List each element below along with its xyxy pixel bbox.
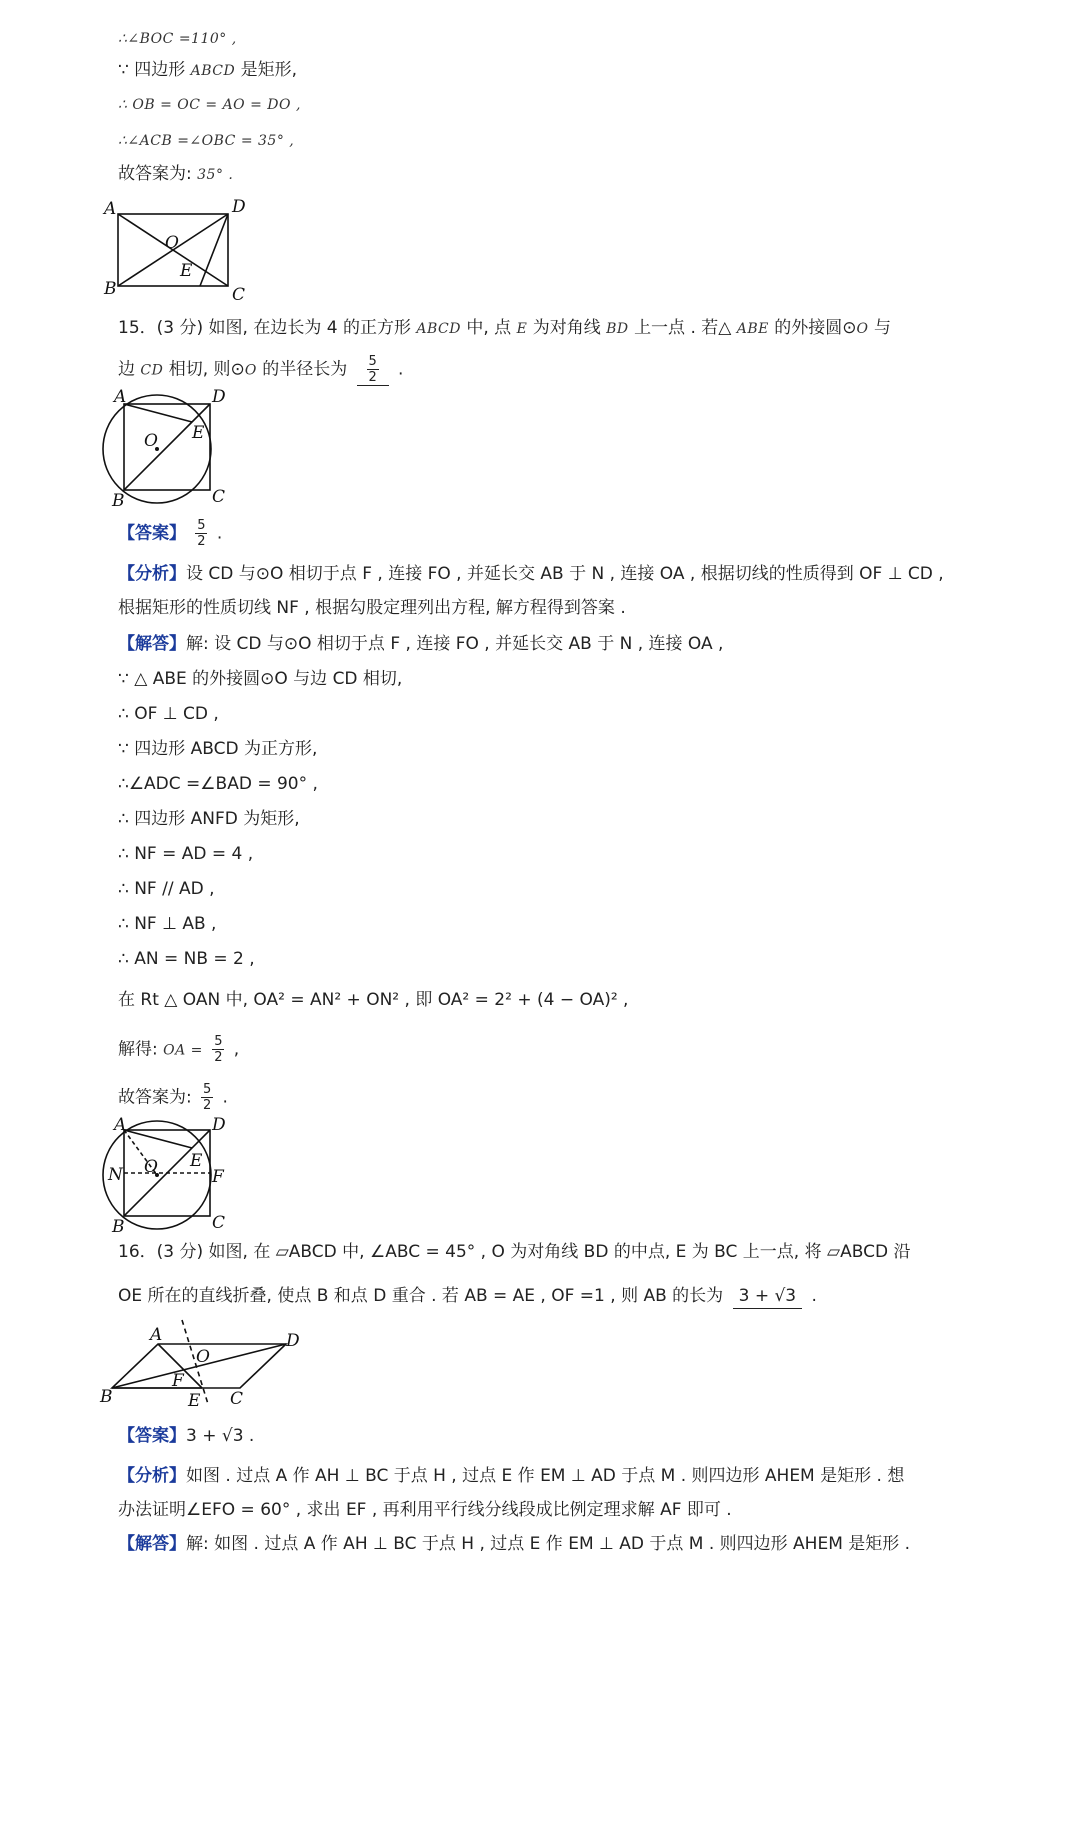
label-E: E: [188, 1391, 201, 1411]
label-A: A: [114, 1115, 127, 1135]
q15-line2: 边 CD 相切, 则⊙O 的半径长为 $\frac{5}{2}$ .: [118, 354, 404, 385]
label-O: O: [144, 1157, 158, 1177]
label-C: C: [212, 1213, 226, 1233]
label-B: B: [112, 1217, 125, 1237]
label-D: D: [212, 387, 226, 407]
p14-line3: ∴ OB = OC = AO = DO ,: [118, 97, 301, 113]
q15-solution-1: 【解答】解: 设 CD 与⊙O 相切于点 F , 连接 FO , 并延长交 AB 于 N , 连接 OA ,: [118, 634, 724, 654]
label-B: B: [112, 491, 125, 511]
label-F: F: [212, 1167, 224, 1187]
label-E: E: [180, 261, 193, 281]
label-E: E: [190, 1151, 203, 1171]
q15-solution-2: ∵ △ ABE 的外接圆⊙O 与边 CD 相切,: [118, 669, 403, 689]
label-C: C: [232, 285, 246, 305]
label-O: O: [165, 233, 179, 253]
q15-analysis-1: 【分析】设 CD 与⊙O 相切于点 F , 连接 FO , 并延长交 AB 于 N , 连接 OA , 根据切线的性质得到 OF ⊥ CD ,: [118, 564, 944, 584]
q15-solution-7: ∴ NF = AD = 4 ,: [118, 844, 254, 864]
q15-line1: 15．(3 分) 如图, 在边长为 4 的正方形 ABCD 中, 点 E 为对角线 BD 上一点 . 若△ ABE 的外接圆⊙O 与: [118, 318, 891, 338]
q15-solution-3: ∴ OF ⊥ CD ,: [118, 704, 219, 724]
q15-solution-10: ∴ AN = NB = 2 ,: [118, 949, 255, 969]
q16-solution-1: 【解答】解: 如图 . 过点 A 作 AH ⊥ BC 于点 H , 过点 E 作 EM ⊥ AD 于点 M . 则四边形 AHEM 是矩形 .: [118, 1534, 911, 1554]
q16-line1: 16．(3 分) 如图, 在 ▱ABCD 中, ∠ABC = 45° , O 为对角线 BD 的中点, E 为 BC 上一点, 将 ▱ABCD 沿: [118, 1242, 911, 1262]
label-A: A: [114, 387, 127, 407]
q15-solution-5: ∴∠ADC =∠BAD = 90° ,: [118, 774, 318, 794]
q16-analysis-2: 办法证明∠EFO = 60° , 求出 EF , 再利用平行线分线段成比例定理求解 AF 即可 .: [118, 1500, 732, 1520]
q16-answer: 【答案】3 + √3 .: [118, 1426, 255, 1446]
q15-solution-4: ∵ 四边形 ABCD 为正方形,: [118, 739, 318, 759]
q15-solution-11: 在 Rt △ OAN 中, OA² = AN² + ON² , 即 OA² = 2² + (4 − OA)² ,: [118, 990, 629, 1010]
q16-line2: OE 所在的直线折叠, 使点 B 和点 D 重合 . 若 AB = AE , OF =1 , 则 AB 的长为 3 + √3 .: [118, 1284, 817, 1309]
label-C: C: [212, 487, 226, 507]
label-E: E: [192, 423, 205, 443]
q15-solution-6: ∴ 四边形 ANFD 为矩形,: [118, 809, 300, 829]
label-B: B: [100, 1387, 113, 1407]
q15-answer: 【答案】 $\frac{5}{2}$ .: [118, 518, 223, 549]
label-F: F: [172, 1371, 184, 1391]
q15-solution-12: 解得: OA = $\frac{5}{2}$ ,: [118, 1034, 240, 1065]
p14-line1: ∴∠BOC =110° ,: [118, 31, 237, 47]
rectangle-figure: [104, 197, 270, 310]
label-O: O: [144, 431, 158, 451]
p14-line2: ∵ 四边形 ABCD 是矩形,: [118, 60, 298, 80]
q16-analysis-1: 【分析】如图 . 过点 A 作 AH ⊥ BC 于点 H , 过点 E 作 EM ⊥ AD 于点 M . 则四边形 AHEM 是矩形 . 想: [118, 1466, 905, 1486]
label-D: D: [232, 197, 246, 217]
label-C: C: [230, 1389, 244, 1409]
label-A: A: [150, 1325, 163, 1345]
label-B: B: [104, 279, 117, 299]
q15-solution-9: ∴ NF ⊥ AB ,: [118, 914, 217, 934]
q15-analysis-2: 根据矩形的性质切线 NF , 根据勾股定理列出方程, 解方程得到答案 .: [118, 598, 626, 618]
p14-line5: 故答案为: 35° .: [118, 164, 234, 184]
circle-square-figure: [100, 387, 250, 520]
label-A: A: [104, 199, 117, 219]
label-N: N: [108, 1165, 123, 1185]
label-D: D: [286, 1331, 300, 1351]
answer-blank: 3 + √3: [733, 1284, 803, 1309]
q15-solution-13: 故答案为: $\frac{5}{2}$ .: [118, 1082, 228, 1113]
solution-figure: [100, 1116, 250, 1246]
answer-blank: $\frac{5}{2}$: [357, 354, 389, 386]
q15-solution-8: ∴ NF // AD ,: [118, 879, 215, 899]
p14-line4: ∴∠ACB =∠OBC = 35° ,: [118, 133, 295, 149]
parallelogram-figure: [100, 1316, 310, 1416]
label-D: D: [212, 1115, 226, 1135]
label-O: O: [196, 1347, 210, 1367]
